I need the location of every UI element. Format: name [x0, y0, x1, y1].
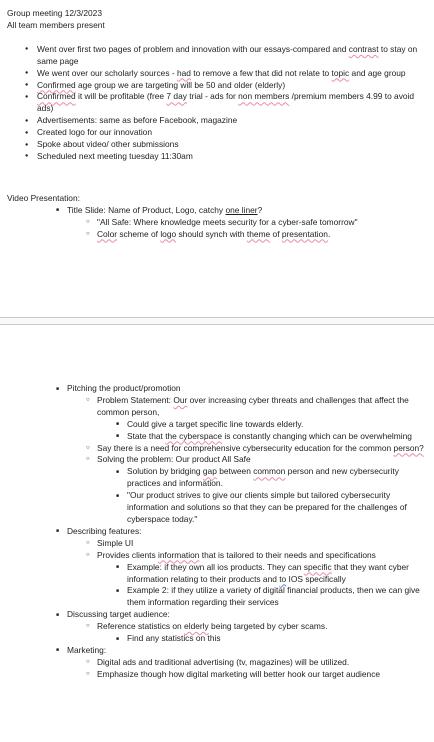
video-sections-list-continued — [7, 383, 428, 681]
feature-examples — [97, 562, 428, 610]
list-item: ● Went over first two pages of problem and innovation with our essays-compared and contrast to stay on same page — [37, 44, 428, 68]
list-item-pitching — [67, 383, 428, 526]
marketing-sublist — [67, 657, 428, 681]
audience-label: Discussing target audience: — [67, 609, 170, 620]
list-item: ○ Color scheme of logo should synch with theme of presentation. — [97, 229, 428, 241]
list-item: ■ Example: if they own all ios products. They can specific that they want cyber information relating to their products and to IOS specifically — [127, 562, 428, 586]
audience-sublist — [67, 621, 428, 645]
list-item: ● We went over our scholarly sources - had to remove a few that did not relate to topic and age group — [37, 68, 428, 80]
document-page-1 — [0, 8, 434, 241]
list-item: ○ Reference statistics on elderly being targeted by cyber scams. ■ Find any statistics on this — [97, 621, 428, 645]
list-item: ■ Solution by bridging gap between common person and new cybersecurity practices and information. — [127, 466, 428, 490]
solving-label: Solving the problem: Our product All Safe — [97, 454, 251, 465]
list-item: ● Advertisements: same as before Facebook, magazine — [37, 115, 428, 127]
list-item: ○ "All Safe: Where knowledge meets security for a cyber-safe tomorrow" — [97, 217, 428, 229]
audience-points — [97, 633, 428, 645]
marketing-label: Marketing: — [67, 644, 107, 655]
video-presentation-heading: Video Presentation: — [7, 192, 80, 203]
problem-points — [97, 419, 428, 443]
list-item: ● Confirmed age group we are targeting will be 50 and older (elderly) — [37, 80, 428, 92]
list-item: ● Created logo for our innovation — [37, 127, 428, 139]
list-item-title-slide: ■ Title Slide: Name of Product, Logo, catchy one liner? ○ "All Safe: Where knowledge meets security for a cyber-safe tomorrow" ○ Color scheme of logo should synch with theme of presentation. — [67, 205, 428, 241]
list-item: ○ Provides clients information that is tailored to their needs and specifications ■ Example: if they own all ios products. They can specific that they want cyber information relating to their products and to IOS specifically ■ Example 2: if they utilize a variety of digital financial products, then we can give them information regarding their services — [97, 550, 428, 610]
list-item: ● Scheduled next meeting tuesday 11:30am — [37, 151, 428, 163]
list-item-marketing — [67, 645, 428, 681]
list-item: ○ Say there is a need for comprehensive cybersecurity education for the common person? — [97, 443, 428, 455]
list-item: ○ Emphasize though how digital marketing will better hook our target audience — [97, 669, 428, 681]
list-item — [97, 454, 428, 525]
title-slide-sublist — [67, 217, 428, 241]
list-item: ● Spoke about video/ other submissions — [37, 139, 428, 151]
list-item: ○ Simple UI — [97, 538, 428, 550]
document-page-2 — [0, 383, 434, 681]
pitching-label: Pitching the product/promotion — [67, 383, 181, 393]
list-item: ■ Find any statistics on this — [127, 633, 428, 645]
page-break — [0, 317, 434, 325]
list-item: ■ "Our product strives to give our clients simple but tailored cybersecurity information and solutions so that they can be prepared for the challenges of cyberspace today." — [127, 490, 428, 526]
list-item: ○ Digital ads and traditional advertising (tv, magazines) will be utilized. — [97, 657, 428, 669]
attendance-note: All team members present — [7, 19, 105, 30]
features-label: Describing features: — [67, 525, 142, 536]
meeting-notes-list — [7, 44, 428, 163]
pitching-sublist — [67, 395, 428, 526]
list-item: ■ Example 2: if they utilize a variety of digital financial products, then we can give them information regarding their services — [127, 585, 428, 609]
video-sections-list — [7, 205, 428, 241]
list-item: ■ Could give a target specific line towards elderly. — [127, 419, 428, 431]
list-item: ○ Problem Statement: Our over increasing cyber threats and challenges that affect the common person, ■ Could give a target specific line towards elderly. ■ State that the cyberspace is constantly changing which can be overwhelming — [97, 395, 428, 443]
list-item-audience — [67, 609, 428, 645]
list-item: ■ State that the cyberspace is constantly changing which can be overwhelming — [127, 431, 428, 443]
solving-points — [97, 466, 428, 526]
list-item: ● Confirmed it will be profitable (free 7 day trial - ads for non members /premium members 4.99 to avoid ads) — [37, 91, 428, 115]
features-sublist — [67, 538, 428, 609]
meeting-heading: Group meeting 12/3/2023 — [7, 8, 102, 18]
list-item-features — [67, 526, 428, 609]
